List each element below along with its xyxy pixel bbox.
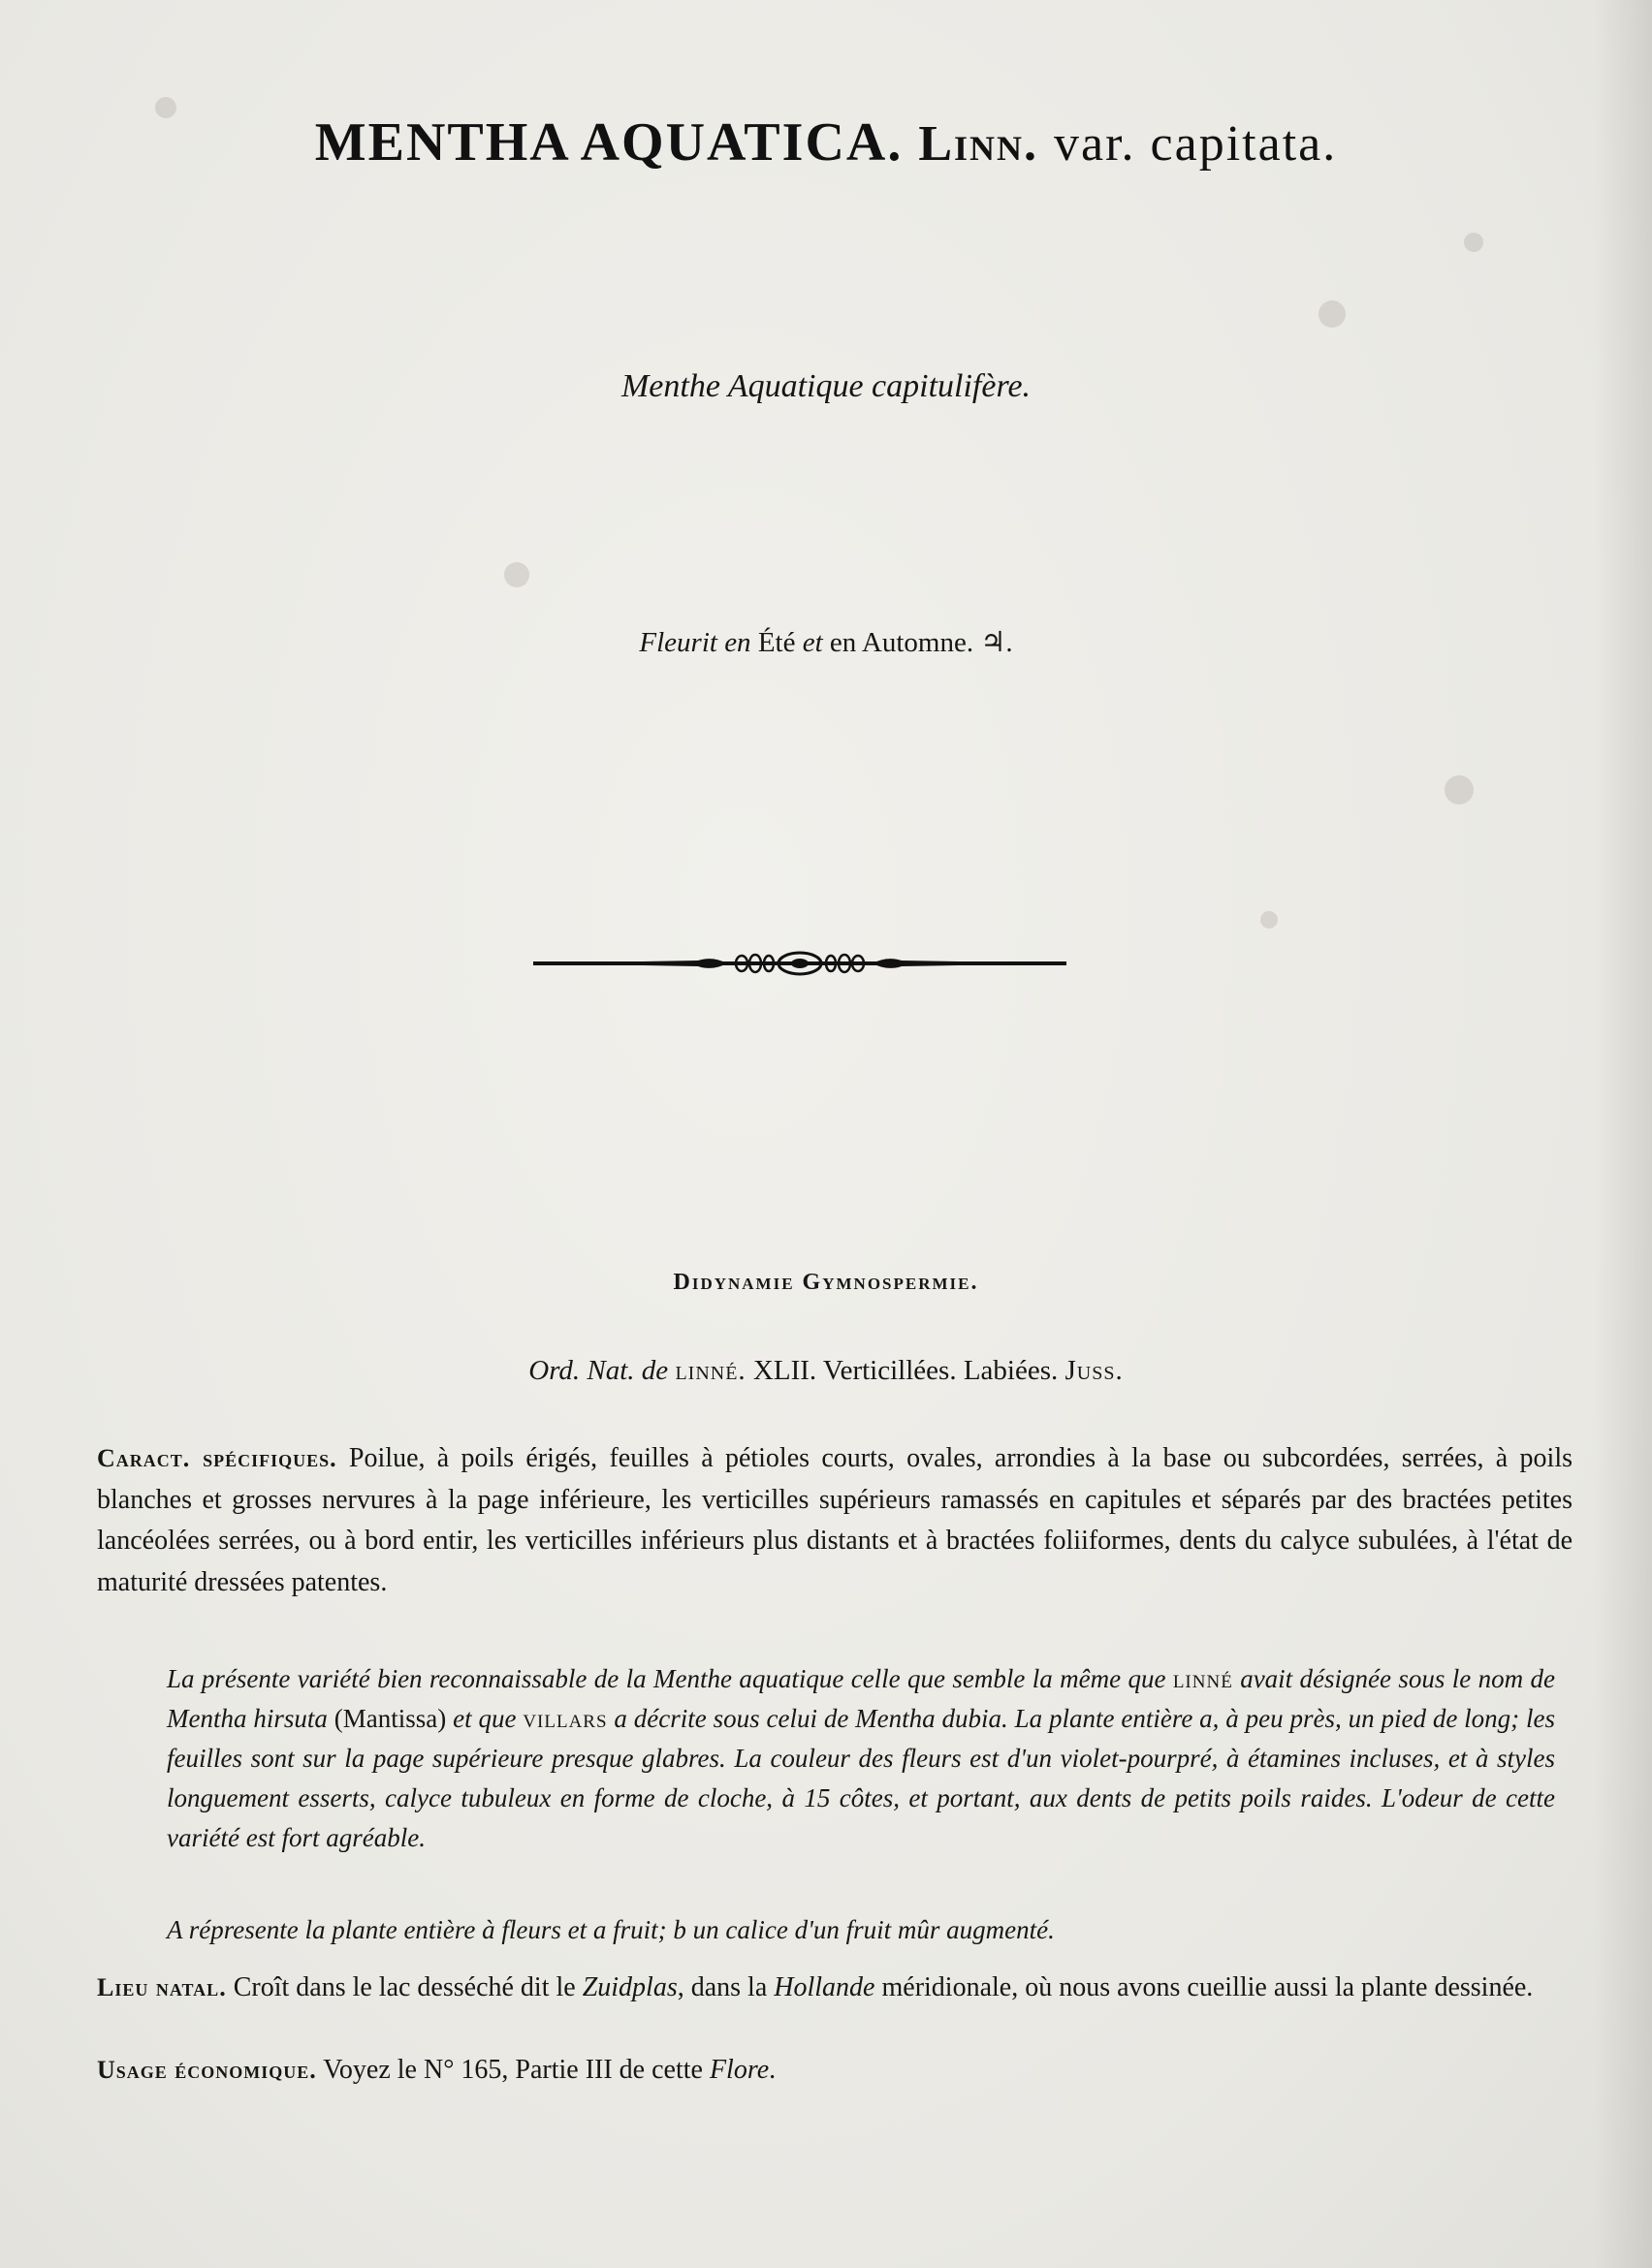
order-juss: Juss. <box>1064 1355 1124 1386</box>
lieu-hollande: Hollande <box>774 1972 875 2002</box>
flowering-ete: Été <box>757 627 796 658</box>
lieu-text: , dans la <box>677 1972 775 2002</box>
foxing-spot <box>1260 911 1278 929</box>
specific-characters <box>97 1438 1573 1603</box>
lieu-label: Lieu natal. <box>97 1973 227 2001</box>
order-rest: XLII. Verticillées. Labiées. <box>752 1355 1059 1386</box>
linnaean-class: Didynamie Gymnospermie. <box>673 1270 979 1295</box>
order-linne: linné. <box>675 1355 747 1386</box>
foxing-spot <box>1318 300 1346 328</box>
page-title <box>0 111 1652 173</box>
flowering-en: en <box>724 627 751 658</box>
usage-text: . <box>769 2055 777 2085</box>
lieu-zuidplas: Zuidplas <box>582 1972 678 2002</box>
desc-part: avait désignée sous le nom de Mentha hirsuta <box>167 1664 1555 1733</box>
variety-name: var. capitata. <box>1054 116 1338 172</box>
desc-part: a décrite sous celui de Mentha dubia. La plante entière a, à peu près, un pied de long; les feuilles sont sur la page supérieure presque glabres. La couleur des fleurs est d'un violet-pourpré, à étamines incluses, et à styles longuement esserts, calyce tubuleux en forme de cloche, à 15 côtes, et portant, aux dents de petits poils raides. L'odeur de cette variété est fort agréable. <box>167 1704 1556 1852</box>
usage-text: Voyez le N° 165, Partie III de cette <box>316 2055 710 2085</box>
desc-part: La présente variété bien reconnaissable de la Menthe aquatique celle que semble la même que <box>167 1664 1166 1693</box>
lieu-text: méridionale, où nous avons cueillie aussi la plante dessinée. <box>874 1972 1534 2002</box>
native-locality <box>97 1968 1573 2009</box>
flowering-automne: en Automne. ♃. <box>829 627 1013 658</box>
usage-flore: Flore <box>709 2055 770 2085</box>
desc-linne: linné <box>1172 1664 1233 1693</box>
species-name: MENTHA AQUATICA. <box>314 112 904 173</box>
desc-part: et que <box>453 1704 517 1733</box>
foxing-spot <box>1464 233 1483 252</box>
page-edge-shadow <box>1594 0 1652 2268</box>
caract-text: Poilue, à poils érigés, feuilles à pétioles courts, ovales, arrondies à la base ou subcordées, serrées, à poils blanches et grosses nervures à la page inférieure, les verticilles supérieurs ramassés en capitules et séparés par des bractées petites lancéolées serrées, ou à bord entir, les verticilles inférieurs plus distants et à bractées foliiformes, dents du calyce subulées, à l'état de maturité dressées patentes. <box>97 1443 1573 1597</box>
flowering-et: et <box>802 627 823 658</box>
order-prefix: Ord. Nat. de <box>528 1355 669 1386</box>
usage-label: Usage économique. <box>97 2056 317 2084</box>
foxing-spot <box>1445 775 1474 804</box>
french-name: Menthe Aquatique capitulifère. <box>620 368 1032 404</box>
desc-mantissa: (Mantissa) <box>334 1704 447 1733</box>
author-abbrev: Linn. <box>918 116 1039 172</box>
figure-legend: A répresente la plante entière à fleurs et a fruit; b un calice d'un fruit mûr augmenté. <box>167 1915 1055 1944</box>
flowering-word: Fleurit <box>639 627 717 658</box>
desc-villars: villars <box>523 1704 608 1733</box>
caract-label: Caract. spécifiques. <box>97 1444 337 1472</box>
variety-description <box>167 1659 1555 1858</box>
ornamental-rule-icon <box>533 946 1066 981</box>
foxing-spot <box>504 562 529 587</box>
lieu-text: Croît dans le lac desséché dit le <box>226 1972 583 2002</box>
natural-order <box>0 1355 1652 1387</box>
flowering-line <box>0 625 1652 659</box>
economic-usage <box>97 2050 1573 2092</box>
